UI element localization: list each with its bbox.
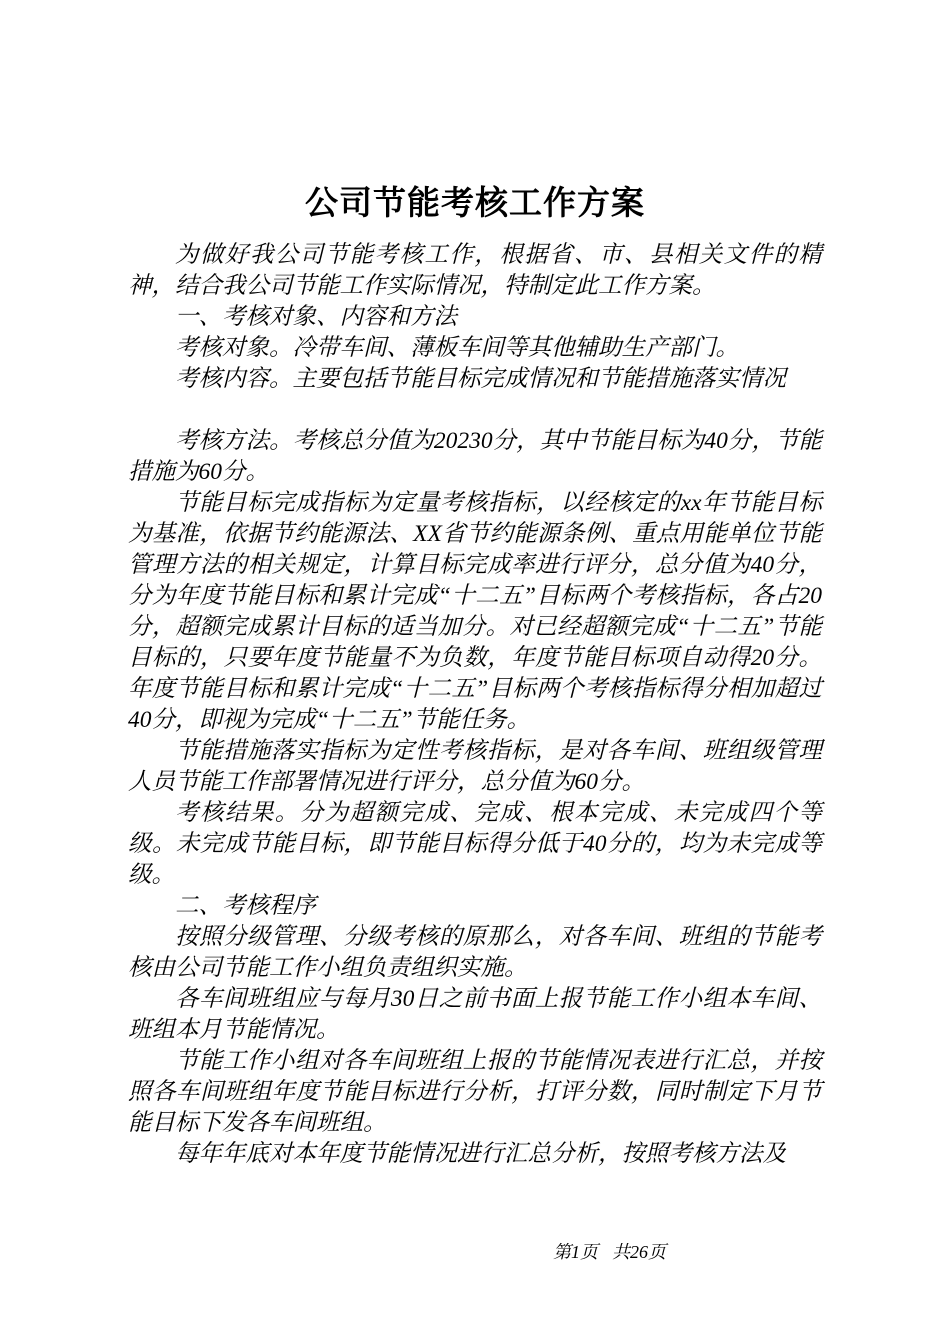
paragraph: 节能目标完成指标为定量考核指标，以经核定的xx年节能目标为基准，依据节约能源法、XX省节约能源条例、重点用能单位节能管理方法的相关规定，计算目标完成率进行评分，总分值为40分，分为年度节能目标和累计完成“十二五”目标两个考核指标，各占20分，超额完成累计目标的适当加分。对已经超额完成“十二五”节能目标的，只要年度节能量不为负数，年度节能目标项自动得20分。年度节能目标和累计完成“十二五”目标两个考核指标得分相加超过40分，即视为完成“十二五”节能任务。 — [128, 490, 822, 733]
paragraph: 考核内容。主要包括节能目标完成情况和节能措施落实情况 — [175, 366, 786, 392]
paragraph: 节能工作小组对各车间班组上报的节能情况表进行汇总，并按照各车间班组年度节能目标进行分析，打评分数，同时制定下月节能目标下发各车间班组。 — [128, 1048, 822, 1136]
page-number-label: 第1页 — [553, 1242, 598, 1262]
document-body — [128, 240, 822, 1170]
blank-line — [128, 395, 822, 426]
page-footer — [553, 1241, 666, 1263]
paragraph: 按照分级管理、分级考核的原那么，对各车间、班组的节能考核由公司节能工作小组负责组织实施。 — [128, 924, 822, 981]
paragraph: 每年年底对本年度节能情况进行汇总分析，按照考核方法及 — [175, 1141, 786, 1167]
paragraph: 考核对象。冷带车间、薄板车间等其他辅助生产部门。 — [175, 335, 739, 361]
paragraph: 考核结果。分为超额完成、完成、根本完成、未完成四个等级。未完成节能目标，即节能目标得分低于40分的，均为未完成等级。 — [128, 800, 822, 888]
paragraph: 节能措施落实指标为定性考核指标，是对各车间、班组级管理人员节能工作部署情况进行评分，总分值为60分。 — [128, 738, 822, 795]
paragraph: 各车间班组应与每月30日之前书面上报节能工作小组本车间、班组本月节能情况。 — [128, 986, 822, 1043]
paragraph: 一、考核对象、内容和方法 — [175, 304, 457, 330]
paragraph: 二、考核程序 — [175, 893, 316, 919]
document-content — [128, 182, 822, 1170]
paragraph: 考核方法。考核总分值为20230分，其中节能目标为40分，节能措施为60分。 — [128, 428, 822, 485]
paragraph: 为做好我公司节能考核工作，根据省、市、县相关文件的精神，结合我公司节能工作实际情况，特制定此工作方案。 — [128, 242, 822, 299]
page-total-label: 共26页 — [612, 1242, 666, 1262]
document-title: 公司节能考核工作方案 — [305, 186, 645, 222]
